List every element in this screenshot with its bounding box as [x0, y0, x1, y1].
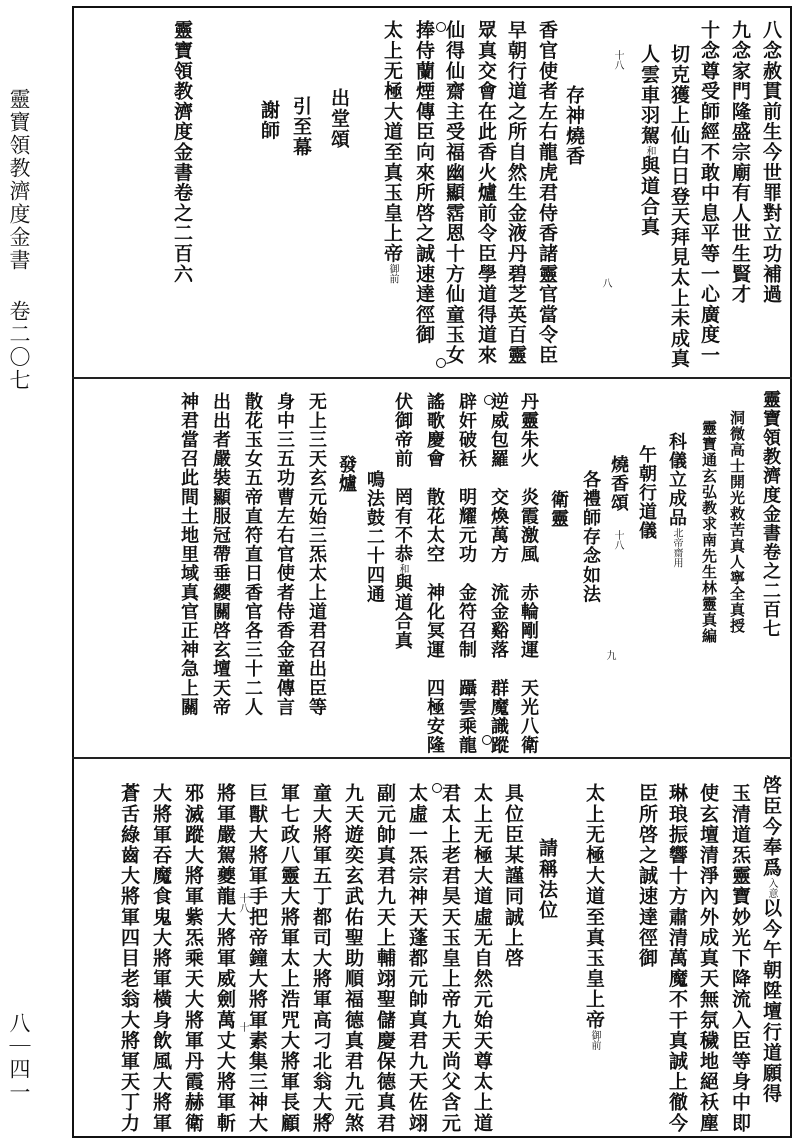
block-marker: 十八 — [612, 50, 623, 70]
text-column — [407, 783, 426, 1133]
text-column — [667, 432, 685, 568]
text-column — [243, 392, 261, 717]
punctuation-circle-icon — [436, 22, 446, 32]
text-column — [343, 783, 362, 1133]
column-text: 神君當召此間土地里域真官正神急上關 — [178, 392, 199, 717]
text-column — [393, 392, 411, 650]
column-text: 香官使者左右龍虎君侍香諸靈官當令臣 — [536, 20, 558, 366]
text-column — [291, 96, 310, 157]
column-text: 无上三天玄元始三炁太上道君召出臣等 — [306, 392, 327, 717]
column-text: 各禮師存念如法 — [580, 470, 601, 604]
punctuation-circle-icon — [436, 358, 446, 368]
text-column — [375, 783, 394, 1133]
punctuation-circle-icon — [432, 783, 442, 793]
column-text: 玉清道炁靈寶妙光下降流入臣等身中即 — [729, 783, 751, 1134]
text-column — [698, 783, 717, 1133]
column-text: 九天遊奕玄武佑聖助順福德真君九元煞 — [342, 783, 364, 1134]
text-column — [581, 470, 599, 604]
text-column — [730, 20, 749, 304]
text-column — [151, 783, 170, 1133]
column-text: 燒香頌 — [608, 455, 629, 513]
column-text: 辟奸破袄 明耀元功 金符召制 躡雲乘龍 — [456, 392, 477, 755]
column-text: 逆威包羅 交煥萬方 流金谿落 群魔識蹤 — [488, 392, 509, 755]
text-column — [365, 470, 383, 604]
text-column — [414, 20, 433, 345]
text-column — [119, 783, 138, 1133]
punctuation-circle-icon — [482, 735, 492, 745]
text-column — [730, 783, 749, 1133]
text-column — [549, 490, 567, 528]
text-column — [211, 392, 229, 717]
column-text: 丹靈朱火 炎霞激風 赤輪剛運 天光八衛 — [518, 392, 539, 755]
text-column — [506, 20, 525, 365]
column-text: 身中三五功曹左右官使者侍香金童傳言 — [274, 392, 295, 717]
interlinear-note: 御前 — [387, 263, 398, 284]
column-text: 鳴法鼓二十四通 — [364, 470, 385, 604]
column-text: 捧侍蘭煙傳臣向來所啓之誠速達徑御 — [413, 20, 435, 345]
text-column — [761, 390, 779, 638]
register-divider — [72, 377, 792, 379]
interlinear-note: 和 — [644, 145, 655, 156]
punctuation-circle-icon — [324, 1113, 334, 1123]
text-column — [476, 20, 495, 365]
text-column — [425, 392, 443, 755]
column-text: 童大將軍五丁都司大將軍高刁北翁大將 — [310, 783, 332, 1134]
column-text: 靈寶通玄弘教求南先生林靈真編 — [700, 420, 718, 644]
column-text: 仙得仙齋主受福幽顯霑恩十方仙童玉女 — [443, 20, 465, 366]
column-text: 眾真交會在此香火爐前令臣學道得道來 — [475, 20, 497, 366]
text-column — [699, 20, 718, 365]
text-column — [639, 44, 658, 237]
column-text-continued: 與道合真 — [392, 573, 413, 651]
block-marker: 十八 — [612, 530, 623, 550]
column-text: 存神燒香 — [563, 85, 585, 167]
column-text: 出堂頌 — [328, 88, 350, 149]
text-column — [637, 783, 656, 968]
interlinear-note: 和 — [397, 563, 408, 574]
text-column — [275, 392, 293, 717]
text-column — [669, 44, 688, 369]
column-text: 將軍嚴駕夔龍大將軍威劍萬丈大將軍斬 — [214, 783, 236, 1134]
column-text: 具位臣某謹同誠上啓 — [502, 783, 524, 969]
text-column — [311, 783, 330, 1133]
column-text: 午朝行道儀 — [636, 445, 657, 541]
text-column — [172, 20, 191, 284]
block-marker: 八 — [600, 278, 611, 288]
text-column — [701, 420, 716, 644]
text-column — [307, 392, 325, 717]
text-column — [637, 445, 655, 541]
column-text: 巨獸大將軍手把帝鐘大將軍素集三神大 — [246, 783, 268, 1134]
column-text: 琳琅振響十方肅清萬魔不干真誠上徹今 — [666, 783, 688, 1134]
text-column — [667, 783, 686, 1133]
block-marker: 十 — [237, 1022, 248, 1032]
interlinear-note: 御前 — [589, 1030, 600, 1051]
column-text: 啓臣今奉爲 — [760, 775, 782, 878]
margin-book-title: 靈寶領教濟度金書 — [7, 88, 31, 272]
column-text: 副元帥真君九天上輔翊聖儲慶保德真君 — [374, 783, 396, 1134]
column-text: 臣所啓之誠速達徑御 — [636, 783, 658, 969]
margin-page-number: 八｜四一 — [7, 1012, 31, 1104]
column-text: 太上无極大道虛无自然元始天尊太上道 — [471, 783, 493, 1134]
column-text: 十念尊受師經不敢中息平等一心廣度一 — [698, 20, 720, 366]
column-text: 八念赦貫前生今世罪對立功補過 — [760, 20, 782, 305]
column-text: 邪滅蹤大將軍紫炁乘天大將軍丹霞赫衛 — [182, 783, 204, 1134]
column-text: 蒼舌綠齒大將軍四目老翁大將軍天丁力 — [118, 783, 140, 1134]
column-text: 伏御帝前 罔有不恭 — [392, 392, 413, 564]
column-text: 衛靈 — [548, 490, 569, 529]
text-column — [537, 20, 556, 365]
column-text: 發爐 — [336, 455, 357, 494]
text-column — [179, 392, 197, 717]
column-text: 太上无極大道至真玉皇上帝 — [583, 783, 605, 1031]
interlinear-note: 入意 — [766, 878, 777, 898]
column-text: 謠歌慶會 散花太空 神化冥運 四極安隆 — [424, 392, 445, 755]
text-column — [337, 455, 355, 493]
column-text: 散花玉女五帝直符直日香官各三十二人 — [242, 392, 263, 717]
text-column — [537, 838, 556, 920]
column-text: 出出者嚴裝顯服冠帶垂纓關啓玄壇天帝 — [210, 392, 231, 717]
register-divider — [72, 757, 792, 759]
column-text: 引至幕 — [290, 96, 312, 157]
column-text: 請稱法位 — [536, 838, 558, 921]
text-column — [472, 783, 491, 1133]
margin-volume: 卷二〇七 — [7, 300, 31, 392]
text-column — [215, 783, 234, 1133]
column-text: 靈寶領教濟度金書卷之二百七 — [760, 390, 781, 639]
column-text: 使玄壇清淨內外成真天無氛穢地絕袄塵 — [697, 783, 719, 1134]
column-text: 軍七政八靈大將軍太上浩咒大將軍長顧 — [278, 783, 300, 1134]
interlinear-note: 北帝齋用 — [671, 527, 682, 568]
text-column — [382, 20, 401, 284]
column-text-continued: 與道合真 — [638, 155, 660, 237]
column-text: 九念家門隆盛宗廟有人世生賢才 — [729, 20, 751, 305]
text-column — [247, 783, 266, 1133]
text-column — [440, 783, 459, 1133]
column-text: 洞微高士開光救苦真人寧全真授 — [728, 410, 746, 634]
column-text: 太上无極大道至真玉皇上帝 — [381, 20, 403, 264]
block-marker: 十八 — [237, 893, 248, 913]
column-text: 大將軍吞魔食鬼大將軍橫身飲風大將軍 — [150, 783, 172, 1134]
column-text: 科儀立成品 — [666, 432, 687, 528]
column-text: 切克獲上仙白日登天拜見太上未成真 — [668, 44, 690, 369]
column-text: 靈寶領教濟度金書卷之二百六 — [171, 20, 193, 284]
text-column — [761, 775, 780, 1104]
column-text: 謝師 — [258, 100, 280, 141]
column-text: 太虛一炁宗神天蓬都元帥真君九天佐翊 — [406, 783, 428, 1134]
column-text-continued: 以今午朝陞壇行道願得 — [760, 898, 782, 1104]
column-text: 早朝行道之所自然生金液丹碧芝英百靈 — [505, 20, 527, 366]
text-column — [489, 392, 507, 755]
text-column — [503, 783, 522, 968]
column-text: 人雲車羽駕 — [638, 44, 660, 146]
text-column — [444, 20, 463, 365]
text-column — [519, 392, 537, 755]
text-column — [609, 455, 627, 512]
text-column — [729, 410, 744, 634]
block-marker: 九 — [604, 650, 615, 660]
text-column — [183, 783, 202, 1133]
text-column — [584, 783, 603, 1050]
text-column — [279, 783, 298, 1133]
text-column — [761, 20, 780, 304]
column-text: 君太上老君昊天玉皇上帝九天尚父含元 — [439, 783, 461, 1134]
text-column — [564, 85, 583, 166]
text-column — [329, 88, 348, 149]
text-column — [259, 100, 278, 141]
text-column — [457, 392, 475, 755]
punctuation-circle-icon — [484, 395, 494, 405]
